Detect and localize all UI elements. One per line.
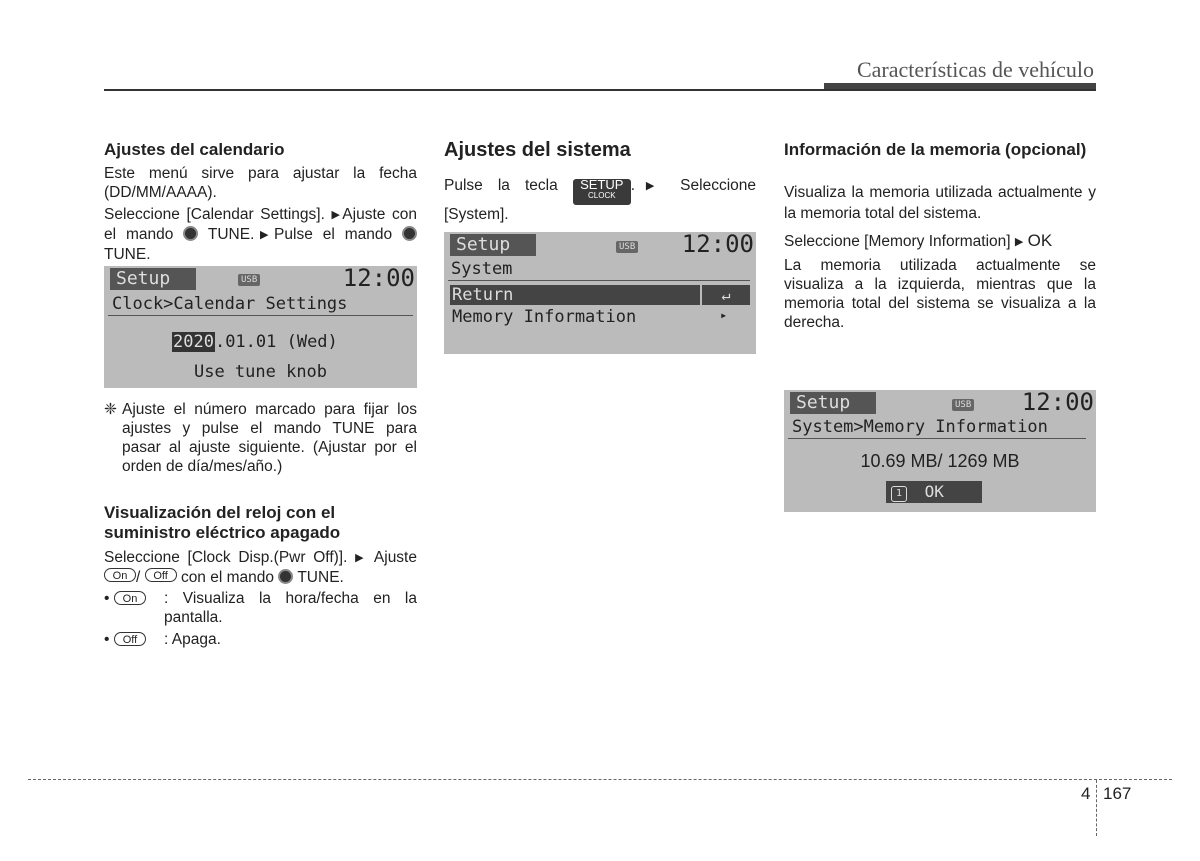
on-key-icon: On — [104, 568, 136, 582]
screen-divider — [788, 438, 1086, 439]
date-rest: .01.01 (Wed) — [214, 332, 338, 352]
clock-instr-2: Ajuste — [373, 549, 417, 566]
bullet-text: : Visualiza la hora/fecha en la pantalla. — [164, 590, 417, 626]
screen-clock: 12:00 — [681, 232, 754, 258]
arrow-right-icon: ▶ — [635, 180, 666, 192]
ok-label: OK — [924, 482, 944, 501]
calendar-instructions — [104, 205, 417, 264]
usb-icon: USB — [616, 241, 638, 253]
screen-tab: Setup — [790, 392, 876, 414]
system-heading: Ajustes del sistema — [444, 139, 631, 161]
page-number: 167 — [1103, 784, 1132, 803]
tune-knob-icon — [402, 226, 417, 241]
screen-tab: Setup — [110, 268, 196, 290]
note-text — [104, 400, 417, 476]
usb-icon: USB — [238, 274, 260, 286]
screen-path: System>Memory Information — [792, 417, 1048, 437]
column-calendar — [104, 140, 417, 264]
column-memory — [784, 140, 1096, 332]
footer-divider — [1096, 780, 1097, 836]
header-rule — [104, 89, 1096, 91]
clock-instr-1: Seleccione [Clock Disp.(Pwr Off)]. — [104, 549, 348, 566]
calendar-instr-3: TUNE. — [207, 226, 255, 243]
footer-rule — [28, 779, 1172, 780]
calendar-instr-4: Pulse el mando — [274, 226, 393, 243]
memory-instr-2: OK — [1027, 231, 1053, 250]
memory-usage: 10.69 MB/ 1269 MB — [860, 451, 1020, 471]
memory-instr-1: Seleccione [Memory Information] — [784, 233, 1011, 250]
system-screen — [444, 232, 756, 354]
clock-options-list — [104, 589, 417, 649]
arrow-right-icon: ▶ — [331, 209, 343, 221]
list-item — [104, 630, 417, 649]
screen-date — [172, 332, 338, 352]
bullet-text: : Apaga. — [164, 631, 221, 648]
menu-item-memory-information[interactable]: Memory Information — [452, 307, 637, 327]
calendar-screen — [104, 266, 417, 388]
ok-button[interactable] — [886, 481, 982, 503]
column-system — [444, 139, 756, 225]
system-instr-1: Pulse la tecla — [444, 177, 558, 194]
calendar-instr-2: Ajuste con el mando — [104, 206, 417, 243]
ok-number-icon: 1 — [891, 486, 907, 502]
page-header-title: Características de vehículo — [856, 57, 1094, 82]
list-item — [104, 589, 417, 627]
system-instructions: Pulse la tecla SETUP CLOCK .▶ Seleccione [System]. — [444, 177, 756, 223]
clock-instr-4: TUNE. — [297, 569, 344, 586]
calendar-note — [104, 400, 417, 476]
calendar-intro: Este menú sirve para ajustar la fecha (DD/MM/AAAA). — [104, 165, 417, 201]
chapter-number: 4 — [1081, 784, 1091, 803]
calendar-heading: Ajustes del calendario — [104, 140, 285, 159]
on-key-icon: On — [114, 591, 146, 605]
arrow-right-icon: ▶ — [254, 229, 275, 241]
off-key-icon: Off — [114, 632, 146, 646]
screen-hint: Use tune knob — [193, 362, 328, 382]
bullet: • — [104, 631, 110, 648]
clock-instr-3: con el mando — [180, 569, 274, 586]
note-symbol: ❈ — [104, 401, 117, 418]
screen-clock: 12:00 — [1021, 390, 1094, 416]
clock-section — [104, 503, 417, 649]
menu-item-return[interactable]: Return — [450, 285, 700, 305]
tune-knob-icon — [183, 226, 198, 241]
screen-tab: Setup — [450, 234, 536, 256]
calendar-instr-5: TUNE. — [104, 246, 151, 263]
clock-key-label: CLOCK — [588, 191, 616, 200]
year-field: 2020 — [173, 332, 214, 352]
note-body: Ajuste el número marcado para fijar los ajustes y pulse el mando TUNE para pasar al ajuste siguiente. (Ajustar por el orden de día/mes/año.) — [122, 401, 417, 475]
memory-instructions — [784, 230, 1096, 253]
setup-key-label: SETUP — [580, 177, 624, 192]
memory-intro: Visualiza la memoria utilizada actualmente y la memoria total del sistema. — [784, 184, 1096, 222]
system-instr-2: Seleccione [System]. — [444, 177, 756, 223]
memory-heading: Información de la memoria (opcional) — [784, 140, 1087, 159]
screen-divider — [448, 280, 750, 281]
calendar-instr-1: Seleccione [Calendar Settings]. — [104, 206, 325, 223]
bullet: • — [104, 590, 110, 607]
usb-icon: USB — [952, 399, 974, 411]
screen-title: System — [451, 259, 513, 279]
off-key-icon: Off — [145, 568, 177, 582]
return-icon[interactable]: ↵ — [702, 285, 750, 305]
memory-screen — [784, 390, 1096, 512]
screen-path: Clock>Calendar Settings — [112, 294, 348, 314]
tune-knob-icon — [278, 569, 293, 584]
clock-heading: Visualización del reloj con el suministro eléctrico apagado — [104, 503, 341, 542]
screen-divider — [108, 315, 413, 316]
clock-instructions: Seleccione [Clock Disp.(Pwr Off)]. ▶ Ajuste On / Off con el mando TUNE. — [104, 549, 417, 586]
setup-key-icon — [573, 179, 631, 205]
chevron-right-icon: ▸ — [720, 308, 728, 322]
screen-clock: 12:00 — [342, 266, 415, 292]
arrow-right-icon: ▶ — [1014, 236, 1024, 248]
memory-description: La memoria utilizada actualmente se visualiza a la izquierda, mientras que la memoria total del sistema se visualiza a la derecha. — [784, 257, 1096, 331]
arrow-right-icon: ▶ — [355, 552, 368, 564]
